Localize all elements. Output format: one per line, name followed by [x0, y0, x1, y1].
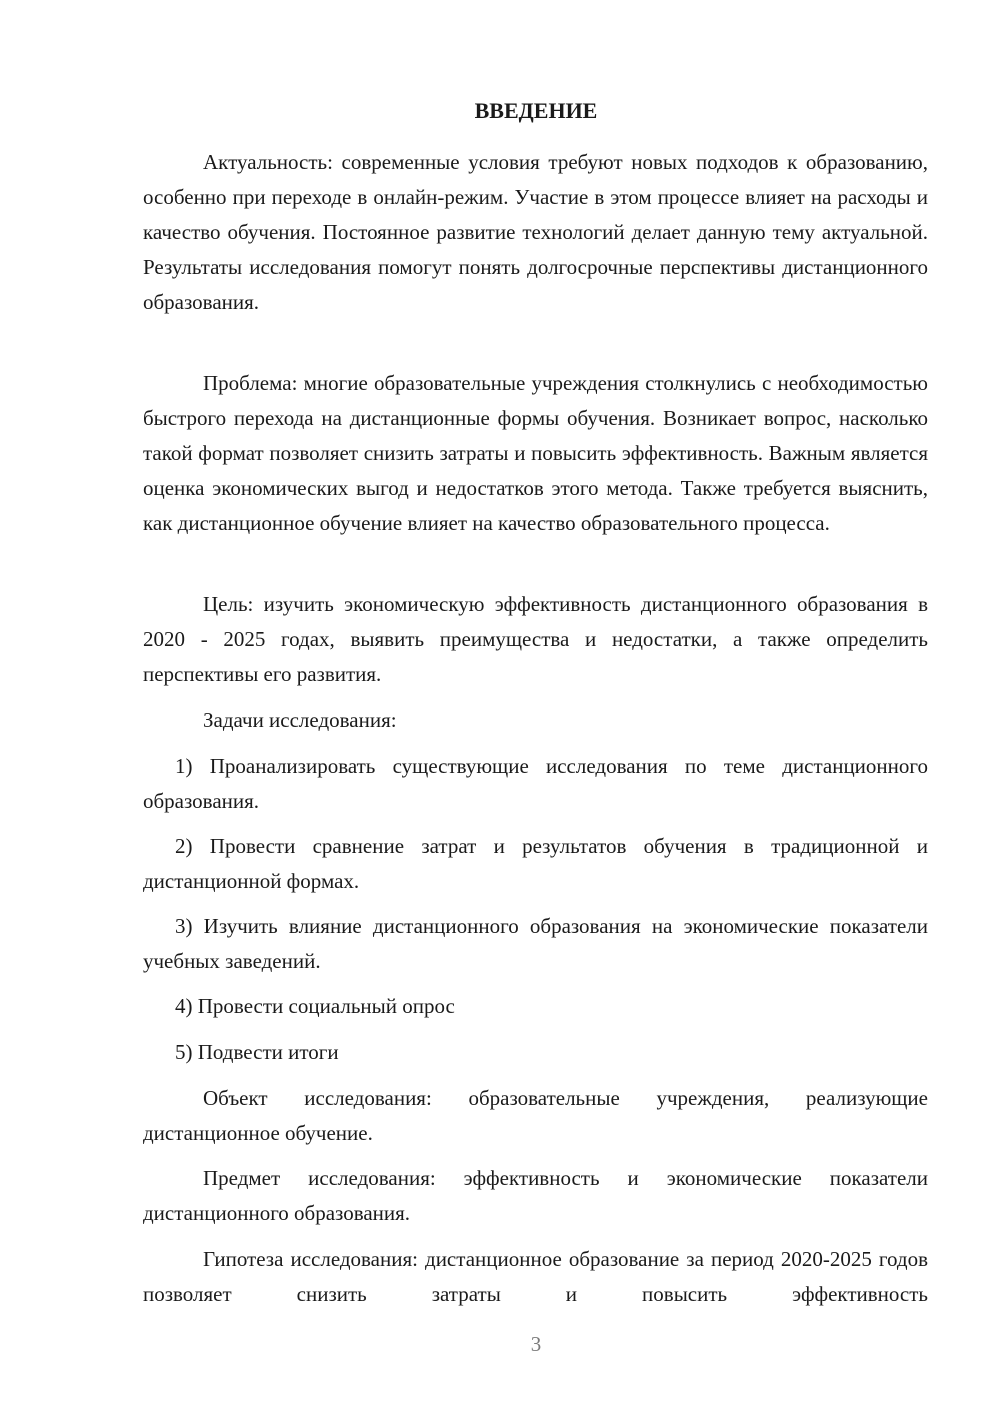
task-item-4: 4) Провести социальный опрос: [175, 994, 455, 1018]
subject-paragraph: Предмет исследования: эффективность и экономические показатели дистанционного образования.: [143, 1166, 928, 1225]
task-item-3: 3) Изучить влияние дистанционного образования на экономические показатели учебных заведений.: [143, 914, 928, 973]
task-item-5: 5) Подвести итоги: [175, 1040, 339, 1064]
hypothesis-paragraph: Гипотеза исследования: дистанционное образование за период 2020-2025 годов позволяет снизить затраты и повысить эффективность: [143, 1247, 928, 1306]
goal-paragraph: Цель: изучить экономическую эффективность дистанционного образования в 2020 - 2025 годах, выявить преимущества и недостатки, а также определить перспективы его развития.: [143, 592, 928, 686]
object-paragraph: Объект исследования: образовательные учреждения, реализующие дистанционное обучение.: [143, 1086, 928, 1145]
section-title: ВВЕДЕНИЕ: [474, 98, 598, 123]
task-item-1: 1) Проанализировать существующие исследования по теме дистанционного образования.: [143, 754, 928, 813]
tasks-heading: Задачи исследования:: [203, 708, 397, 732]
page-number: 3: [530, 1332, 542, 1356]
relevance-paragraph: Актуальность: современные условия требуют новых подходов к образованию, особенно при переходе в онлайн-режим. Участие в этом процессе влияет на расходы и качество обучения. Постоянное развитие технологий делает данную тему актуальной. Результаты исследования помогут понять долгосрочные перспективы дистанционного образования.: [143, 150, 928, 314]
task-item-2: 2) Провести сравнение затрат и результатов обучения в традиционной и дистанционной формах.: [143, 834, 928, 893]
problem-paragraph: Проблема: многие образовательные учреждения столкнулись с необходимостью быстрого перехода на дистанционные формы обучения. Возникает вопрос, насколько такой формат позволяет снизить затраты и повысить эффективность. Важным является оценка экономических выгод и недостатков этого метода. Также требуется выяснить, как дистанционное обучение влияет на качество образовательного процесса.: [143, 371, 928, 535]
